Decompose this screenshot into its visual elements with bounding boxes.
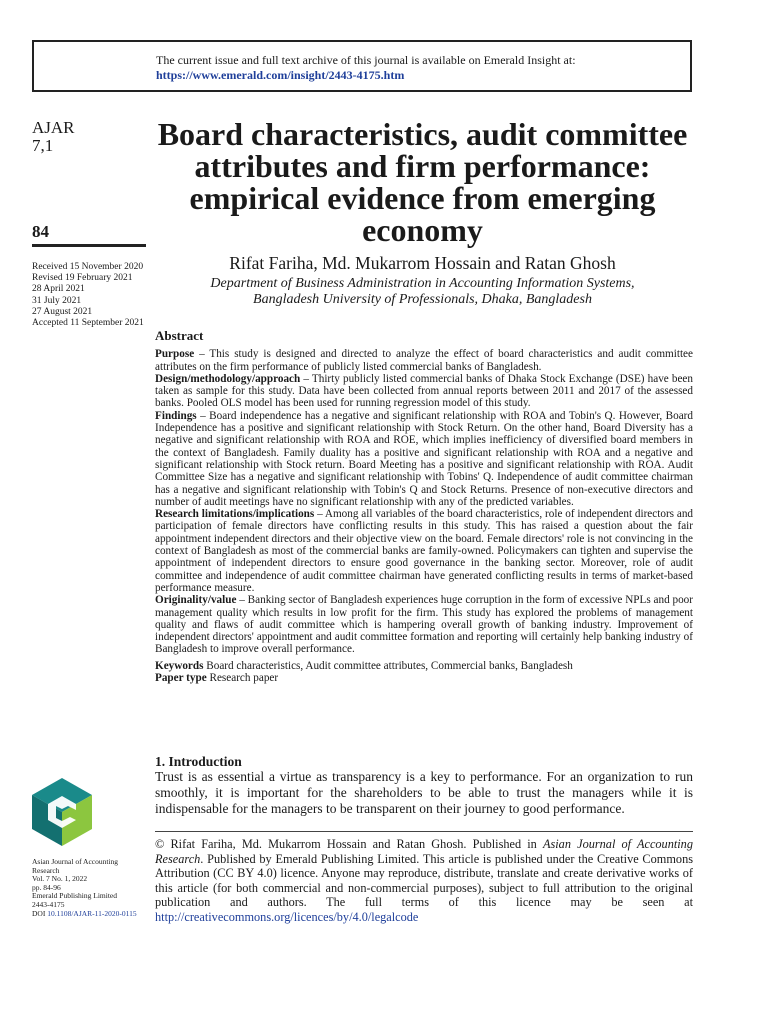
date-line: Revised 19 February 2021 bbox=[32, 273, 133, 284]
paper-type-text: Research paper bbox=[206, 672, 279, 685]
abstract-heading: Abstract bbox=[155, 328, 204, 343]
abstract-design bbox=[155, 373, 693, 410]
license-notice bbox=[155, 837, 693, 925]
research-label: Research limitations/implications bbox=[155, 508, 315, 521]
license-link[interactable]: http://creativecommons.org/licences/by/4.0/legalcode bbox=[155, 909, 419, 924]
author-affiliation bbox=[155, 276, 690, 308]
affiliation-line: Bangladesh University of Professionals, Dhaka, Bangladesh bbox=[253, 292, 592, 307]
license-text: . Published by Emerald Publishing Limited. This article is published under the Creative Commons Attribution (CC BY 4.0) licence. Anyone may reproduce, distribute, translate and create derivative works of this article (for both commercial and non-commercial purposes), subject to full attribution to the original publication and authors. The full terms of this licence may be seen at bbox=[155, 851, 693, 910]
license-divider bbox=[155, 831, 693, 832]
doi-link[interactable]: 10.1108/AJAR-11-2020-0115 bbox=[47, 908, 137, 918]
issn-line: 2443-4175 bbox=[32, 899, 65, 909]
pages-line: pp. 84-96 bbox=[32, 882, 61, 892]
history-dates bbox=[32, 262, 144, 329]
introduction-text: Trust is as essential a virtue as transparency is a key to performance. For an organization to run smoothly, it is important for the shareholders to be able to trust the managers while it is indispensable for the managers to be transparent on their journey to good performance. bbox=[155, 769, 693, 817]
date-line: 31 July 2021 bbox=[32, 295, 82, 306]
journal-metadata bbox=[32, 858, 137, 918]
notice-text bbox=[156, 53, 576, 83]
volume-issue: 7,1 bbox=[32, 136, 54, 155]
page-number: 84 bbox=[32, 222, 49, 241]
doi-label: DOI bbox=[32, 908, 48, 918]
abstract-section bbox=[155, 330, 693, 684]
design-label: Design/methodology/approach bbox=[155, 372, 301, 385]
journal-abbr: AJAR bbox=[32, 118, 75, 137]
abstract-research-limitations bbox=[155, 508, 693, 594]
paper-type bbox=[155, 672, 693, 684]
article-authors: Rifat Fariha, Md. Mukarrom Hossain and Ratan Ghosh bbox=[229, 253, 616, 273]
date-line: Received 15 November 2020 bbox=[32, 262, 144, 272]
date-line: 28 April 2021 bbox=[32, 284, 85, 295]
originality-text: – Banking sector of Bangladesh experiences huge corruption in the form of excessive NPLs and poor management quality which results in low profit for the firm. This study has explored the problems of management quality and flaws of audit committee which is hampering overall growth of banking industry. Improvement of independent directors' appointment and audit committee formation and reporting will certainly help banking industry of Bangladesh to improve overall performance. bbox=[155, 594, 693, 656]
abstract-originality bbox=[155, 594, 693, 655]
license-journal-name: Asian Journal of Accounting Research bbox=[155, 837, 693, 866]
volume-line: Vol. 7 No. 1, 2022 bbox=[32, 874, 88, 884]
keywords-label: Keywords bbox=[155, 659, 204, 672]
journal-abbreviation bbox=[32, 119, 75, 155]
research-text: – Among all variables of the board characteristics, role of independent directors and participation of female directors have conflicting results in this study. This has raised a question about the fair appointment independent directors and their objective view on the board. Female directors' role is not convincing in the context of Bangladesh as most of the commercial banks are family-owned. Policymakers can tighten and supervise the appointment of independent directors to ensure good governance in the banking sector. Moreover, role of audit committee and independence of audit committee chairman have generated conflicting results in terms of market-based performance measure. bbox=[155, 508, 694, 594]
doi-line bbox=[32, 910, 137, 919]
paper-type-label: Paper type bbox=[155, 672, 207, 685]
affiliation-line: Department of Business Administration in Accounting Information Systems, bbox=[210, 276, 635, 291]
date-line: Accepted 11 September 2021 bbox=[32, 318, 144, 329]
keywords bbox=[155, 660, 693, 672]
keywords-text: Board characteristics, Audit committee attributes, Commercial banks, Bangladesh bbox=[203, 659, 573, 672]
purpose-text: – This study is designed and directed to analyze the effect of board characteristics and audit committee attributes on the firm performance of publicly listed commercial banks of Bangladesh. bbox=[155, 348, 693, 373]
journal-url-link[interactable]: https://www.emerald.com/insight/2443-4175.htm bbox=[156, 68, 405, 82]
journal-name-line: Research bbox=[32, 865, 60, 875]
license-text: © Rifat Fariha, Md. Mukarrom Hossain and Ratan Ghosh. Published in bbox=[155, 837, 543, 851]
purpose-label: Purpose bbox=[155, 348, 195, 361]
journal-name-line: Asian Journal of Accounting bbox=[32, 857, 119, 866]
originality-label: Originality/value bbox=[155, 594, 237, 607]
journal-notice-box bbox=[32, 40, 692, 92]
design-text: – Thirty publicly listed commercial banks of Dhaka Stock Exchange (DSE) have been taken as sample for this study. Data have been collected from annual reports between 2011 and 2017 of the assessed banks. Pooled OLS model has been used for running regression model of this study. bbox=[155, 372, 693, 410]
publisher-line: Emerald Publishing Limited bbox=[32, 891, 117, 901]
article-title: Board characteristics, audit committee attributes and firm performance: empirical evidence from emerging economy bbox=[157, 116, 688, 248]
emerald-logo-icon bbox=[32, 778, 92, 846]
findings-text: – Board independence has a negative and significant relationship with ROA and Tobin's Q. However, Board Independence has a positive and significant relationship with Stock Return. On the other hand, Board Diversity has a negative and significant relationship with ROA and ROE, which implies inefficiency of diversified board members in the context of Bangladesh. Family duality has a positive and significant relationship with ROA and a negative and significant relationship with Stock return. Board Meeting has a positive and significant relationship with ROA. Audit Committee Size has a negative and significant relationship with Tobins' Q. Independence of audit committee chairman has a negative and significant relationship with Tobin's Q and Stock Returns. Presence of non-executive directors and number of audit meetings have no significant relationship with any of the predicted variables. bbox=[155, 409, 693, 508]
date-line: 27 August 2021 bbox=[32, 306, 93, 317]
sidebar-rule bbox=[32, 244, 146, 247]
abstract-findings bbox=[155, 410, 693, 508]
findings-label: Findings bbox=[155, 409, 197, 422]
abstract-purpose bbox=[155, 348, 693, 373]
introduction-heading: 1. Introduction bbox=[155, 754, 242, 769]
notice-line: The current issue and full text archive of this journal is available on Emerald Insight at: bbox=[156, 53, 576, 67]
